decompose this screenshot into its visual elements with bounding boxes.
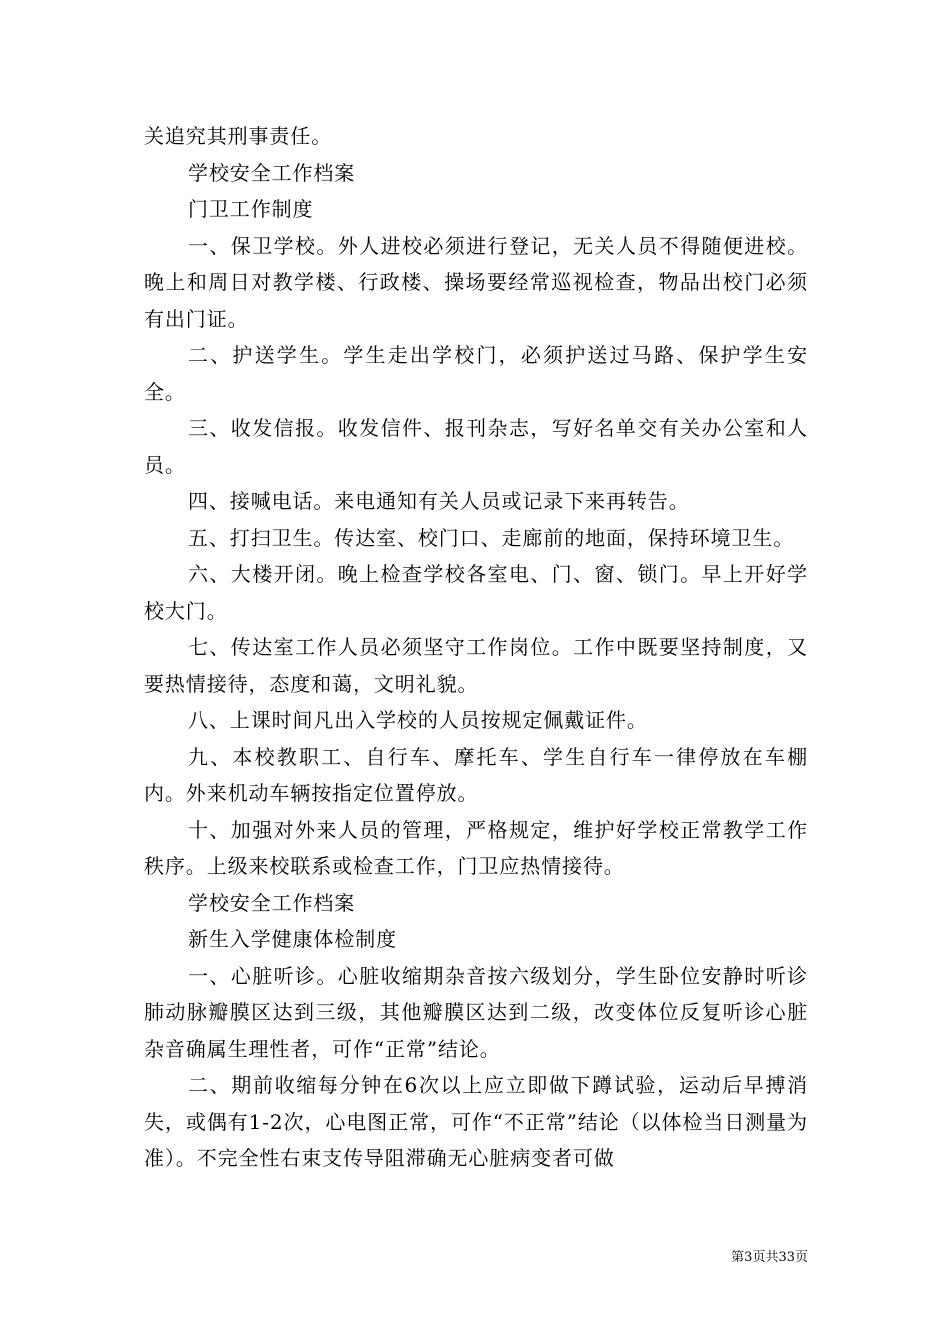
rule-paragraph: 一、保卫学校。外人进校必须进行登记，无关人员不得随便进校。晚上和周日对教学楼、行政楼、操场要经常巡视检查，物品出校门必须有出门证。 [144, 233, 808, 331]
rule-paragraph: 六、大楼开闭。晚上检查学校各室电、门、窗、锁门。早上开好学校大门。 [144, 562, 808, 623]
rule-paragraph: 九、本校教职工、自行车、摩托车、学生自行车一律停放在车棚内。外来机动车辆按指定位置停放。 [144, 744, 808, 805]
document-body [144, 118, 808, 1177]
rule-paragraph: 一、心脏听诊。心脏收缩期杂音按六级划分，学生卧位安静时听诊肺动脉瓣膜区达到三级，其他瓣膜区达到二级，改变体位反复听诊心脏杂音确属生理性者，可作“正常”结论。 [144, 963, 808, 1061]
rule-paragraph: 二、期前收缩每分钟在6次以上应立即做下蹲试验，运动后早搏消失，或偶有1-2次，心电图正常，可作“不正常”结论（以体检当日测量为准）。不完全性右束支传导阻滞确无心脏病变者可做 [144, 1073, 808, 1170]
rule-paragraph: 八、上课时间凡出入学校的人员按规定佩戴证件。 [188, 708, 648, 732]
section-heading-archive: 学校安全工作档案 [188, 160, 356, 185]
rule-paragraph: 五、打扫卫生。传达室、校门口、走廊前的地面，保持环境卫生。 [188, 525, 795, 550]
page-number-footer: 第3页共33页 [731, 1250, 808, 1265]
paragraph-continuation: 关追究其刑事责任。 [144, 124, 333, 148]
rule-paragraph: 四、接喊电话。来电通知有关人员或记录下来再转告。 [188, 489, 690, 513]
section-heading-health-check: 新生入学健康体检制度 [188, 927, 397, 951]
section-heading-gate-rules: 门卫工作制度 [188, 197, 314, 221]
section-heading-archive: 学校安全工作档案 [188, 890, 356, 915]
rule-paragraph: 三、收发信报。收发信件、报刊杂志，写好名单交有关办公室和人员。 [144, 416, 808, 477]
rule-paragraph: 七、传达室工作人员必须坚守工作岗位。工作中既要坚持制度，又要热情接待，态度和蔼，文明礼貌。 [144, 635, 808, 696]
rule-paragraph: 十、加强对外来人员的管理，严格规定，维护好学校正常教学工作秩序。上级来校联系或检查工作，门卫应热情接待。 [144, 817, 808, 878]
rule-paragraph: 二、护送学生。学生走出学校门，必须护送过马路、保护学生安全。 [144, 343, 808, 404]
